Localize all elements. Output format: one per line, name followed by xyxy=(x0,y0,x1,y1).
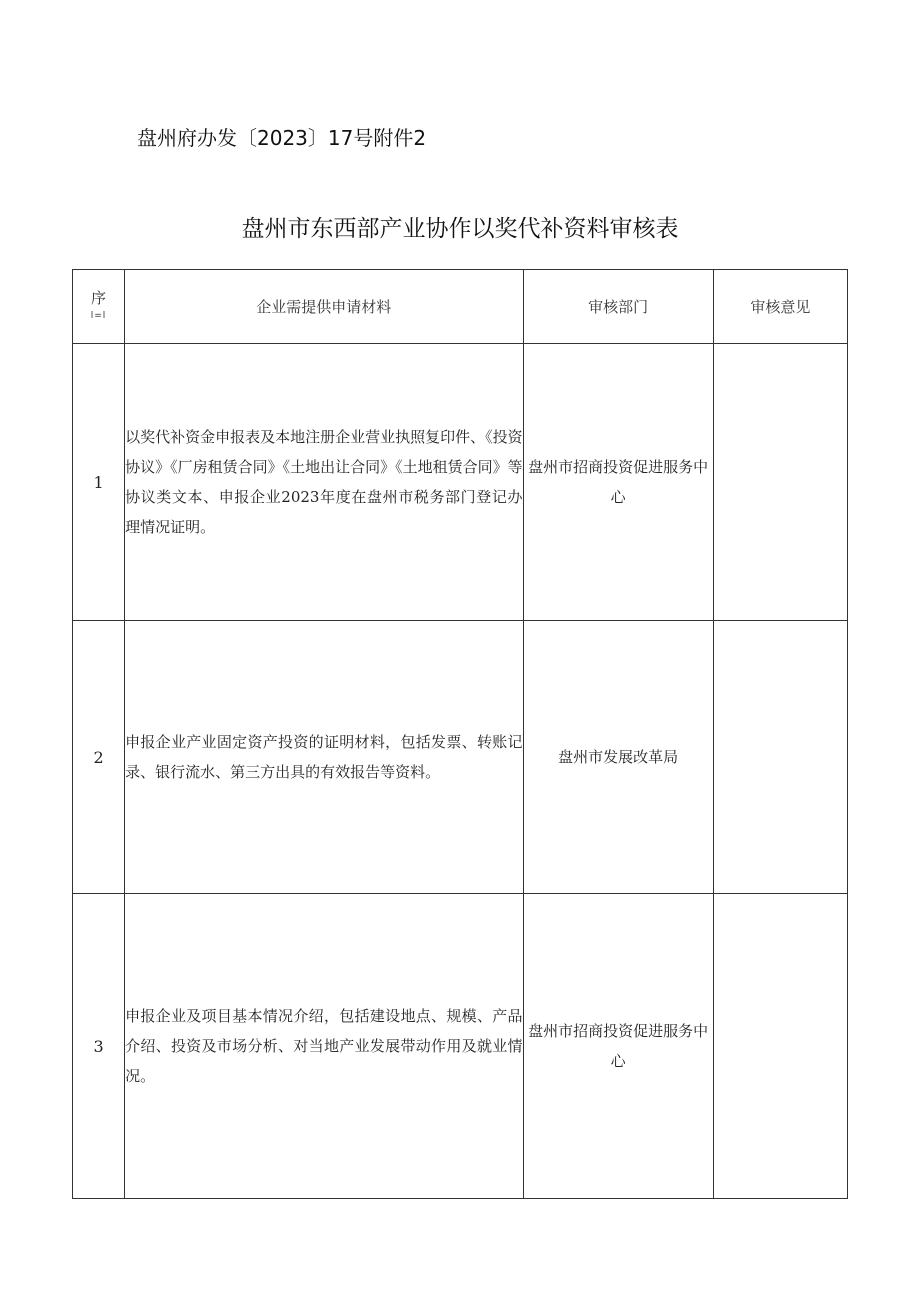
document-reference-number: 盘州府办发〔2023〕17号附件2 xyxy=(137,126,427,150)
row-materials: 申报企业产业固定资产投资的证明材料，包括发票、转账记录、银行流水、第三方出具的有效报告等资料。 xyxy=(125,621,524,894)
row-serial-number: 3 xyxy=(73,894,125,1199)
row-serial-number: 1 xyxy=(73,344,125,621)
header-serial-label: 序 xyxy=(91,288,107,307)
row-opinion-cell[interactable] xyxy=(713,344,847,621)
row-department: 盘州市发展改革局 xyxy=(523,621,713,894)
row-serial-number: 2 xyxy=(73,621,125,894)
row-materials: 以奖代补资金申报表及本地注册企业营业执照复印件、《投资协议》《厂房租赁合同》《土地出让合同》《土地租赁合同》等协议类文本、申报企业2023年度在盘州市税务部门登记办理情况证明。 xyxy=(125,344,524,621)
table-header-row xyxy=(73,270,848,344)
row-department: 盘州市招商投资促进服务中心 xyxy=(523,344,713,621)
header-opinion: 审核意见 xyxy=(713,270,847,344)
header-serial-sub-label: l=l xyxy=(90,310,107,321)
review-table xyxy=(72,269,848,1199)
row-opinion-cell[interactable] xyxy=(713,621,847,894)
table-row xyxy=(73,621,848,894)
document-title: 盘州市东西部产业协作以奖代补资料审核表 xyxy=(241,216,679,242)
header-department: 审核部门 xyxy=(523,270,713,344)
table-row xyxy=(73,344,848,621)
row-opinion-cell[interactable] xyxy=(713,894,847,1199)
row-department: 盘州市招商投资促进服务中心 xyxy=(523,894,713,1199)
table-row xyxy=(73,894,848,1199)
row-materials: 申报企业及项目基本情况介绍，包括建设地点、规模、产品介绍、投资及市场分析、对当地产业发展带动作用及就业情况。 xyxy=(125,894,524,1199)
header-serial-number xyxy=(73,270,125,344)
header-materials: 企业需提供申请材料 xyxy=(125,270,524,344)
